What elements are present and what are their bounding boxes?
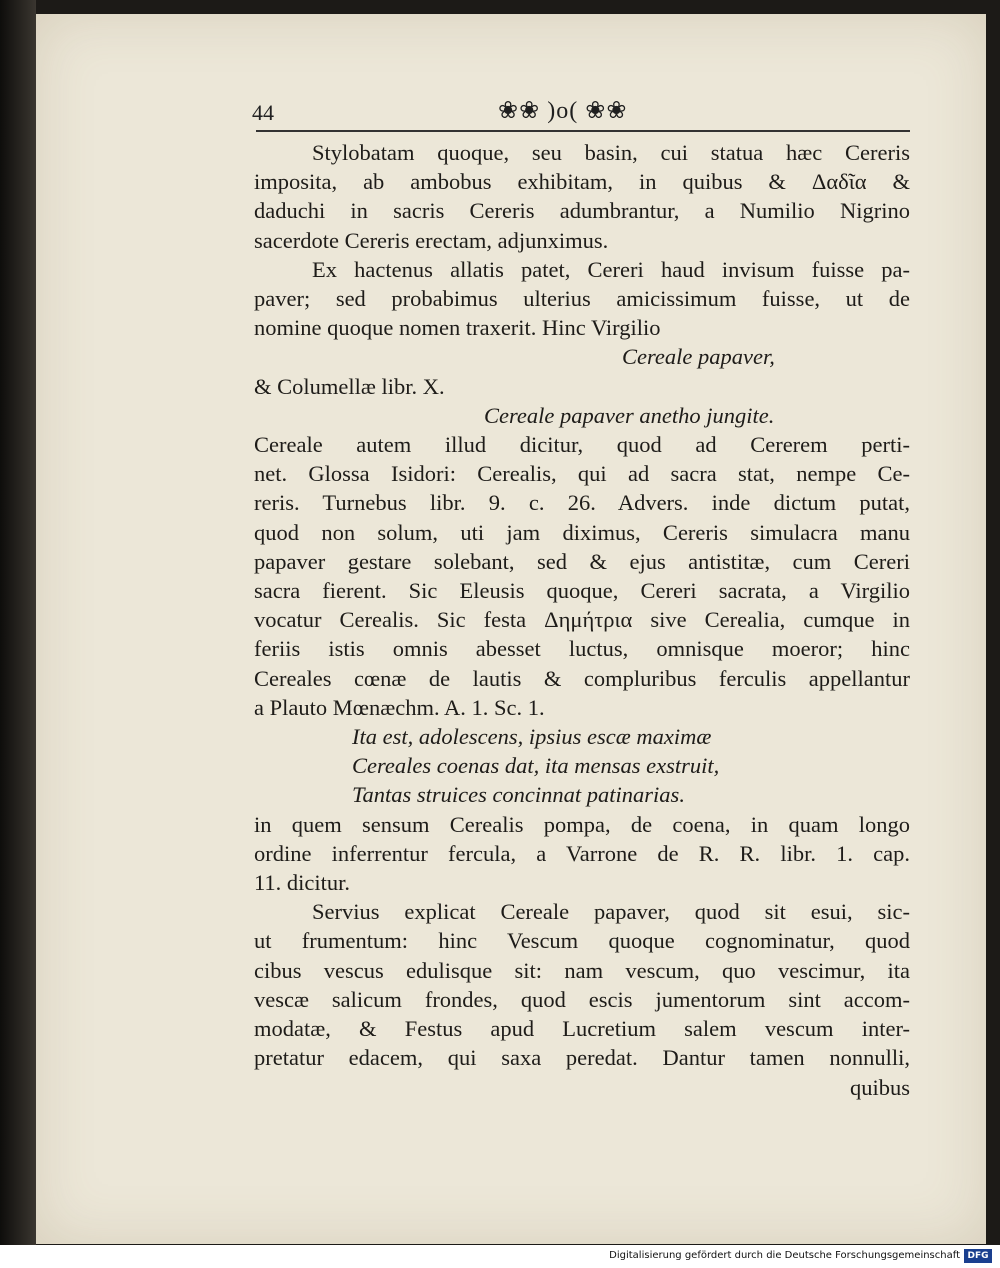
text-line: paver; sed probabimus ulterius amicissimum fuisse, ut de <box>254 286 910 312</box>
text-line: Servius explicat Cereale papaver, quod sit esui, sic- <box>312 899 910 925</box>
header-ornament: ❀❀ )o( ❀❀ <box>498 98 628 124</box>
text-line: nomine quoque nomen traxerit. Hinc Virgilio <box>254 315 661 341</box>
text-line: a Plauto Mœnæchm. A. 1. Sc. 1. <box>254 694 545 720</box>
text-line: Stylobatam quoque, seu basin, cui statua hæc Cereris <box>312 140 910 165</box>
verse-line: Cereale papaver anetho jungite. <box>484 402 775 428</box>
page-header <box>218 94 908 128</box>
header-rule <box>256 130 910 132</box>
page-body <box>254 138 910 1102</box>
verse-line: Cereale papaver, <box>622 344 775 370</box>
text-line: sacerdote Cereris erectam, adjunximus. <box>254 227 609 253</box>
text-line: ut frumentum: hinc Vescum quoque cognominatur, quod <box>254 928 910 954</box>
text-line: Ex hactenus allatis patet, Cereri haud invisum fuisse pa- <box>312 256 910 282</box>
footer-credit: Digitalisierung gefördert durch die Deutsche Forschungsgemeinschaft <box>609 1250 960 1261</box>
text-line: ordine inferrentur fercula, a Varrone de R. R. libr. 1. cap. <box>254 840 910 866</box>
text-line: imposita, ab ambobus exhibitam, in quibus & Δαδῖα & <box>254 169 910 195</box>
footer-bar <box>0 1245 1000 1268</box>
text-line: papaver gestare solebant, sed & ejus antistitæ, cum Cereri <box>254 548 910 574</box>
text-line: pretatur edacem, qui saxa peredat. Dantur tamen nonnulli, <box>254 1045 910 1071</box>
text-line: sacra fierent. Sic Eleusis quoque, Cereri sacrata, a Virgilio <box>254 578 910 604</box>
text-line: & Columellæ libr. X. <box>254 373 445 399</box>
text-line: net. Glossa Isidori: Cerealis, qui ad sacra stat, nempe Ce- <box>254 461 910 487</box>
text-line: quod non solum, uti jam diximus, Cereris simulacra manu <box>254 519 910 545</box>
book-gutter <box>0 0 36 1245</box>
catchword: quibus <box>849 1074 910 1100</box>
text-line: Cereales cœnæ de lautis & compluribus ferculis appellantur <box>254 665 910 691</box>
verse-line: Tantas struices concinnat patinarias. <box>352 782 685 808</box>
text-line: 11. dicitur. <box>254 870 351 896</box>
page-number: 44 <box>252 100 274 125</box>
verse-line: Cereales coenas dat, ita mensas exstruit, <box>352 753 720 779</box>
text-line: in quem sensum Cerealis pompa, de coena, in quam longo <box>254 811 910 837</box>
dfg-logo: DFG <box>964 1249 992 1263</box>
text-line: cibus vescus edulisque sit: nam vescum, quo vescimur, ita <box>254 957 910 983</box>
text-line: vescæ salicum frondes, quod escis jumentorum sint accom- <box>254 986 910 1012</box>
text-line: modatæ, & Festus apud Lucretium salem vescum inter- <box>254 1016 910 1042</box>
verse-line: Ita est, adolescens, ipsius escæ maximæ <box>352 724 712 750</box>
text-line: vocatur Cerealis. Sic festa Δημήτρια sive Cerealia, cumque in <box>254 607 910 633</box>
text-line: reris. Turnebus libr. 9. c. 26. Advers. inde dictum putat, <box>254 490 910 516</box>
text-line: Cereale autem illud dicitur, quod ad Cererem perti- <box>254 432 910 458</box>
text-line: feriis istis omnis abesset luctus, omnisque moeror; hinc <box>254 636 910 662</box>
text-line: daduchi in sacris Cereris adumbrantur, a Numilio Nigrino <box>254 198 910 224</box>
